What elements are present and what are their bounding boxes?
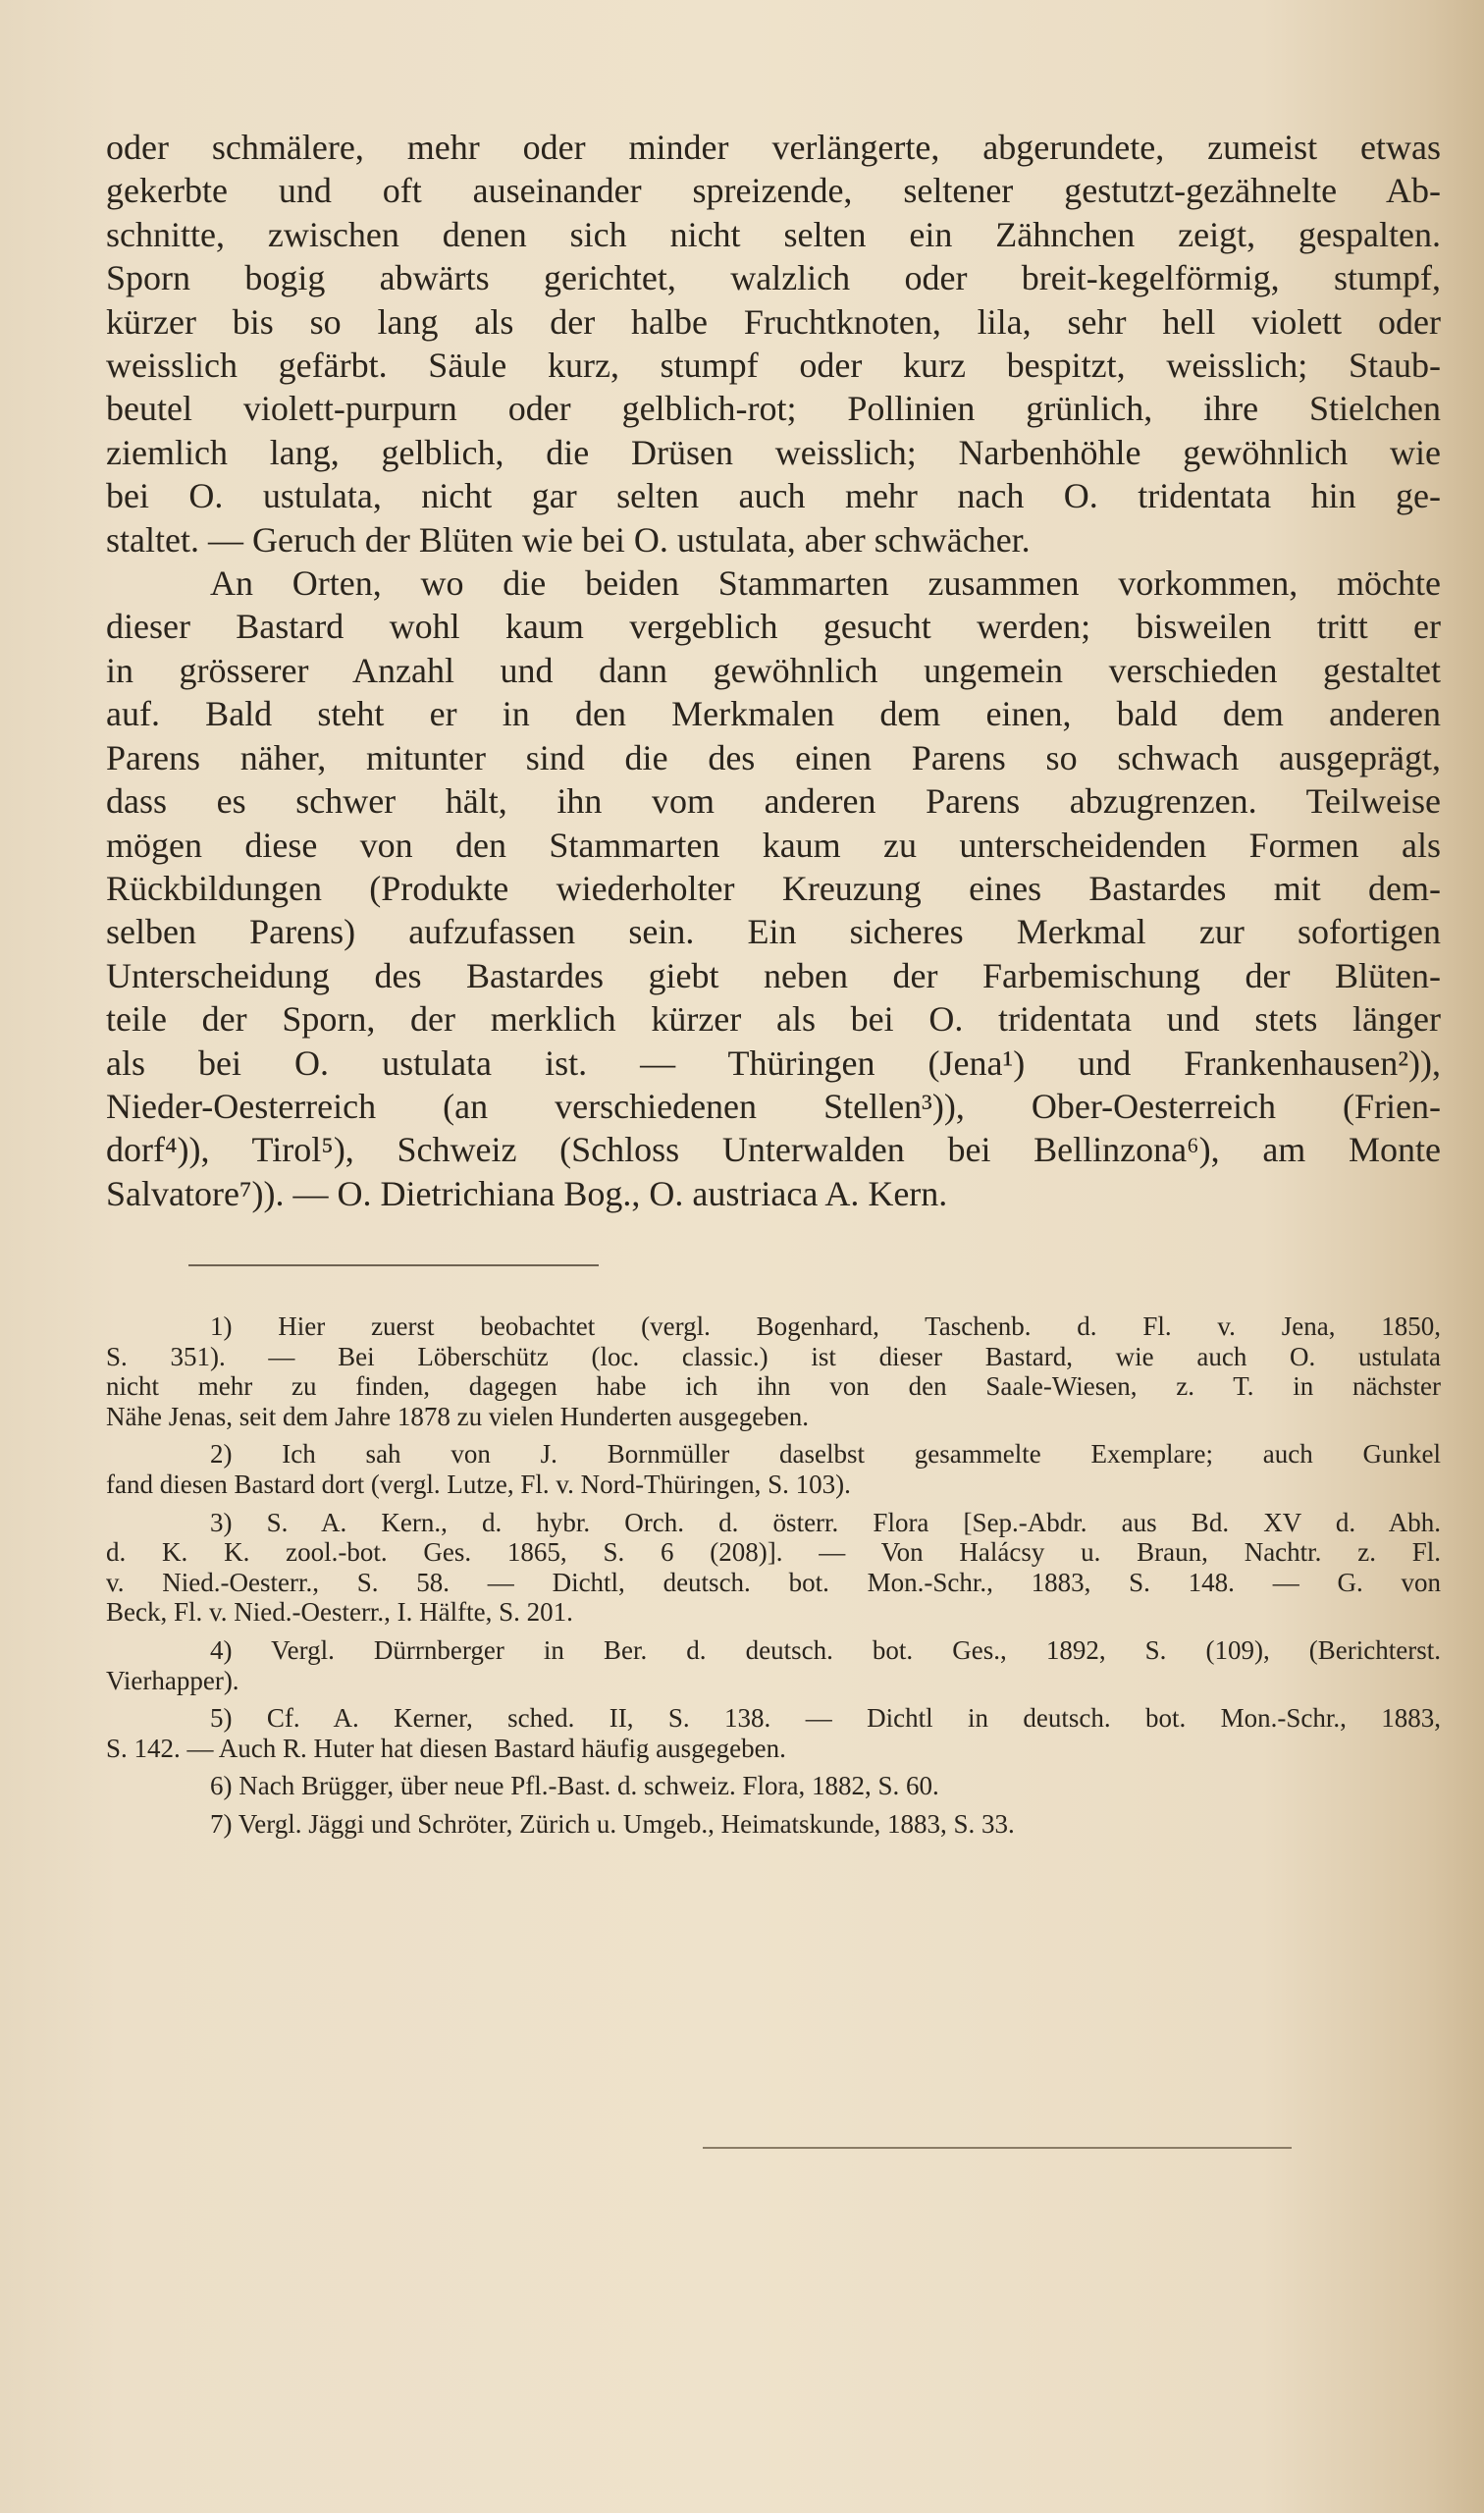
footnote-line: S. 351). — Bei Löberschütz (loc. classic.) ist dieser Bastard, wie auch O. ustulata — [106, 1341, 1441, 1371]
footnote-line: Nähe Jenas, seit dem Jahre 1878 zu vielen Hunderten ausgegeben. — [106, 1401, 810, 1431]
text-line: oder schmälere, mehr oder minder verlängerte, abgerundete, zumeist etwas — [106, 128, 1441, 167]
footnote-line: 1) Hier zuerst beobachtet (vergl. Bogenhard, Taschenb. d. Fl. v. Jena, 1850, — [210, 1311, 1441, 1341]
text-line: dass es schwer hält, ihn vom anderen Parens abzugrenzen. Teilweise — [106, 781, 1441, 822]
footnote-2 — [106, 1439, 1441, 1499]
text-line: Rückbildungen (Produkte wiederholter Kreuzung eines Bastardes mit dem- — [106, 868, 1441, 908]
footnote-separator — [188, 1264, 599, 1266]
footnote-line: 5) Cf. A. Kerner, sched. II, S. 138. — Dichtl in deutsch. bot. Mon.-Schr., 1883, — [210, 1703, 1441, 1734]
footnote-line: S. 142. — Auch R. Huter hat diesen Bastard häufig ausgegeben. — [106, 1733, 786, 1763]
text-line: Unterscheidung des Bastardes giebt neben der Farbemischung der Blüten- — [106, 955, 1441, 995]
footnote-line: 3) S. A. Kern., d. hybr. Orch. d. österr. Flora [Sep.-Abdr. aus Bd. XV d. Abh. — [210, 1507, 1441, 1537]
text-line: teile der Sporn, der merklich kürzer als bei O. tridentata und stets länger — [106, 999, 1441, 1040]
footnote-line: 6) Nach Brügger, über neue Pfl.-Bast. d. schweiz. Flora, 1882, S. 60. — [210, 1771, 939, 1801]
footnote-7 — [106, 1809, 1441, 1840]
footnote-line: Beck, Fl. v. Nied.-Oesterr., I. Hälfte, S. 201. — [106, 1597, 573, 1628]
text-line: dieser Bastard wohl kaum vergeblich gesucht werden; bisweilen tritt er — [106, 607, 1441, 647]
footnote-4 — [106, 1635, 1441, 1695]
text-line: ziemlich lang, gelblich, die Drüsen weisslich; Narbenhöhle gewöhnlich wie — [106, 432, 1441, 472]
text-line: als bei O. ustulata ist. — Thüringen (Jena¹) und Frankenhausen²)), — [106, 1043, 1441, 1083]
text-line: kürzer bis so lang als der halbe Fruchtknoten, lila, sehr hell violett oder — [106, 301, 1441, 342]
text-line: bei O. ustulata, nicht gar selten auch mehr nach O. tridentata hin ge- — [106, 476, 1441, 516]
footnote-1 — [106, 1311, 1441, 1431]
text-line: in grösserer Anzahl und dann gewöhnlich ungemein verschieden gestaltet — [106, 650, 1441, 690]
text-line: weisslich gefärbt. Säule kurz, stumpf oder kurz bespitzt, weisslich; Staub- — [106, 346, 1441, 386]
footnote-line: 4) Vergl. Dürrnberger in Ber. d. deutsch. bot. Ges., 1892, S. (109), (Berichterst. — [210, 1634, 1441, 1665]
text-line: staltet. — Geruch der Blüten wie bei O. ustulata, aber schwächer. — [106, 519, 1031, 560]
text-line: mögen diese von den Stammarten kaum zu unterscheidenden Formen als — [106, 825, 1441, 865]
footnote-3 — [106, 1508, 1441, 1628]
footnote-line: fand diesen Bastard dort (vergl. Lutze, Fl. v. Nord-Thüringen, S. 103). — [106, 1469, 851, 1499]
footnote-line: 7) Vergl. Jäggi und Schröter, Zürich u. Umgeb., Heimatskunde, 1883, S. 33. — [210, 1808, 1015, 1839]
footnote-6 — [106, 1771, 1441, 1801]
footnotes — [106, 1311, 1441, 1847]
footnote-line: d. K. K. zool.-bot. Ges. 1865, S. 6 (208)]. — Von Halácsy u. Braun, Nachtr. z. Fl. — [106, 1537, 1441, 1568]
text-line: beutel violett-purpurn oder gelblich-rot; Pollinien grünlich, ihre Stielchen — [106, 389, 1441, 429]
main-text — [106, 126, 1441, 1215]
text-line: schnitte, zwischen denen sich nicht selten ein Zähnchen zeigt, gespalten. — [106, 214, 1441, 254]
footnote-line: Vierhapper). — [106, 1665, 239, 1695]
text-line: selben Parens) aufzufassen sein. Ein sicheres Merkmal zur sofortigen — [106, 912, 1441, 952]
text-line: An Orten, wo die beiden Stammarten zusammen vorkommen, möchte — [210, 563, 1441, 604]
footnote-line: nicht mehr zu finden, dagegen habe ich ihn von den Saale-Wiesen, z. T. in nächster — [106, 1371, 1441, 1402]
text-line: Sporn bogig abwärts gerichtet, walzlich oder breit-kegelförmig, stumpf, — [106, 258, 1441, 298]
page-end-rule — [703, 2147, 1292, 2149]
text-line: auf. Bald steht er in den Merkmalen dem einen, bald dem anderen — [106, 694, 1441, 734]
footnote-line: v. Nied.-Oesterr., S. 58. — Dichtl, deutsch. bot. Mon.-Schr., 1883, S. 148. — G. von — [106, 1567, 1441, 1597]
paragraph-2 — [106, 561, 1441, 1215]
footnote-5 — [106, 1703, 1441, 1763]
paragraph-1 — [106, 126, 1441, 561]
footnote-line: 2) Ich sah von J. Bornmüller daselbst gesammelte Exemplare; auch Gunkel — [210, 1439, 1441, 1470]
text-line: dorf⁴)), Tirol⁵), Schweiz (Schloss Unterwalden bei Bellinzona⁶), am Monte — [106, 1130, 1441, 1170]
text-line: Salvatore⁷)). — O. Dietrichiana Bog., O. austriaca A. Kern. — [106, 1173, 948, 1213]
text-line: Nieder-Oesterreich (an verschiedenen Stellen³)), Ober-Oesterreich (Frien- — [106, 1086, 1441, 1126]
text-line: Parens näher, mitunter sind die des einen Parens so schwach ausgeprägt, — [106, 737, 1441, 777]
text-line: gekerbte und oft auseinander spreizende, seltener gestutzt-gezähnelte Ab- — [106, 171, 1441, 211]
